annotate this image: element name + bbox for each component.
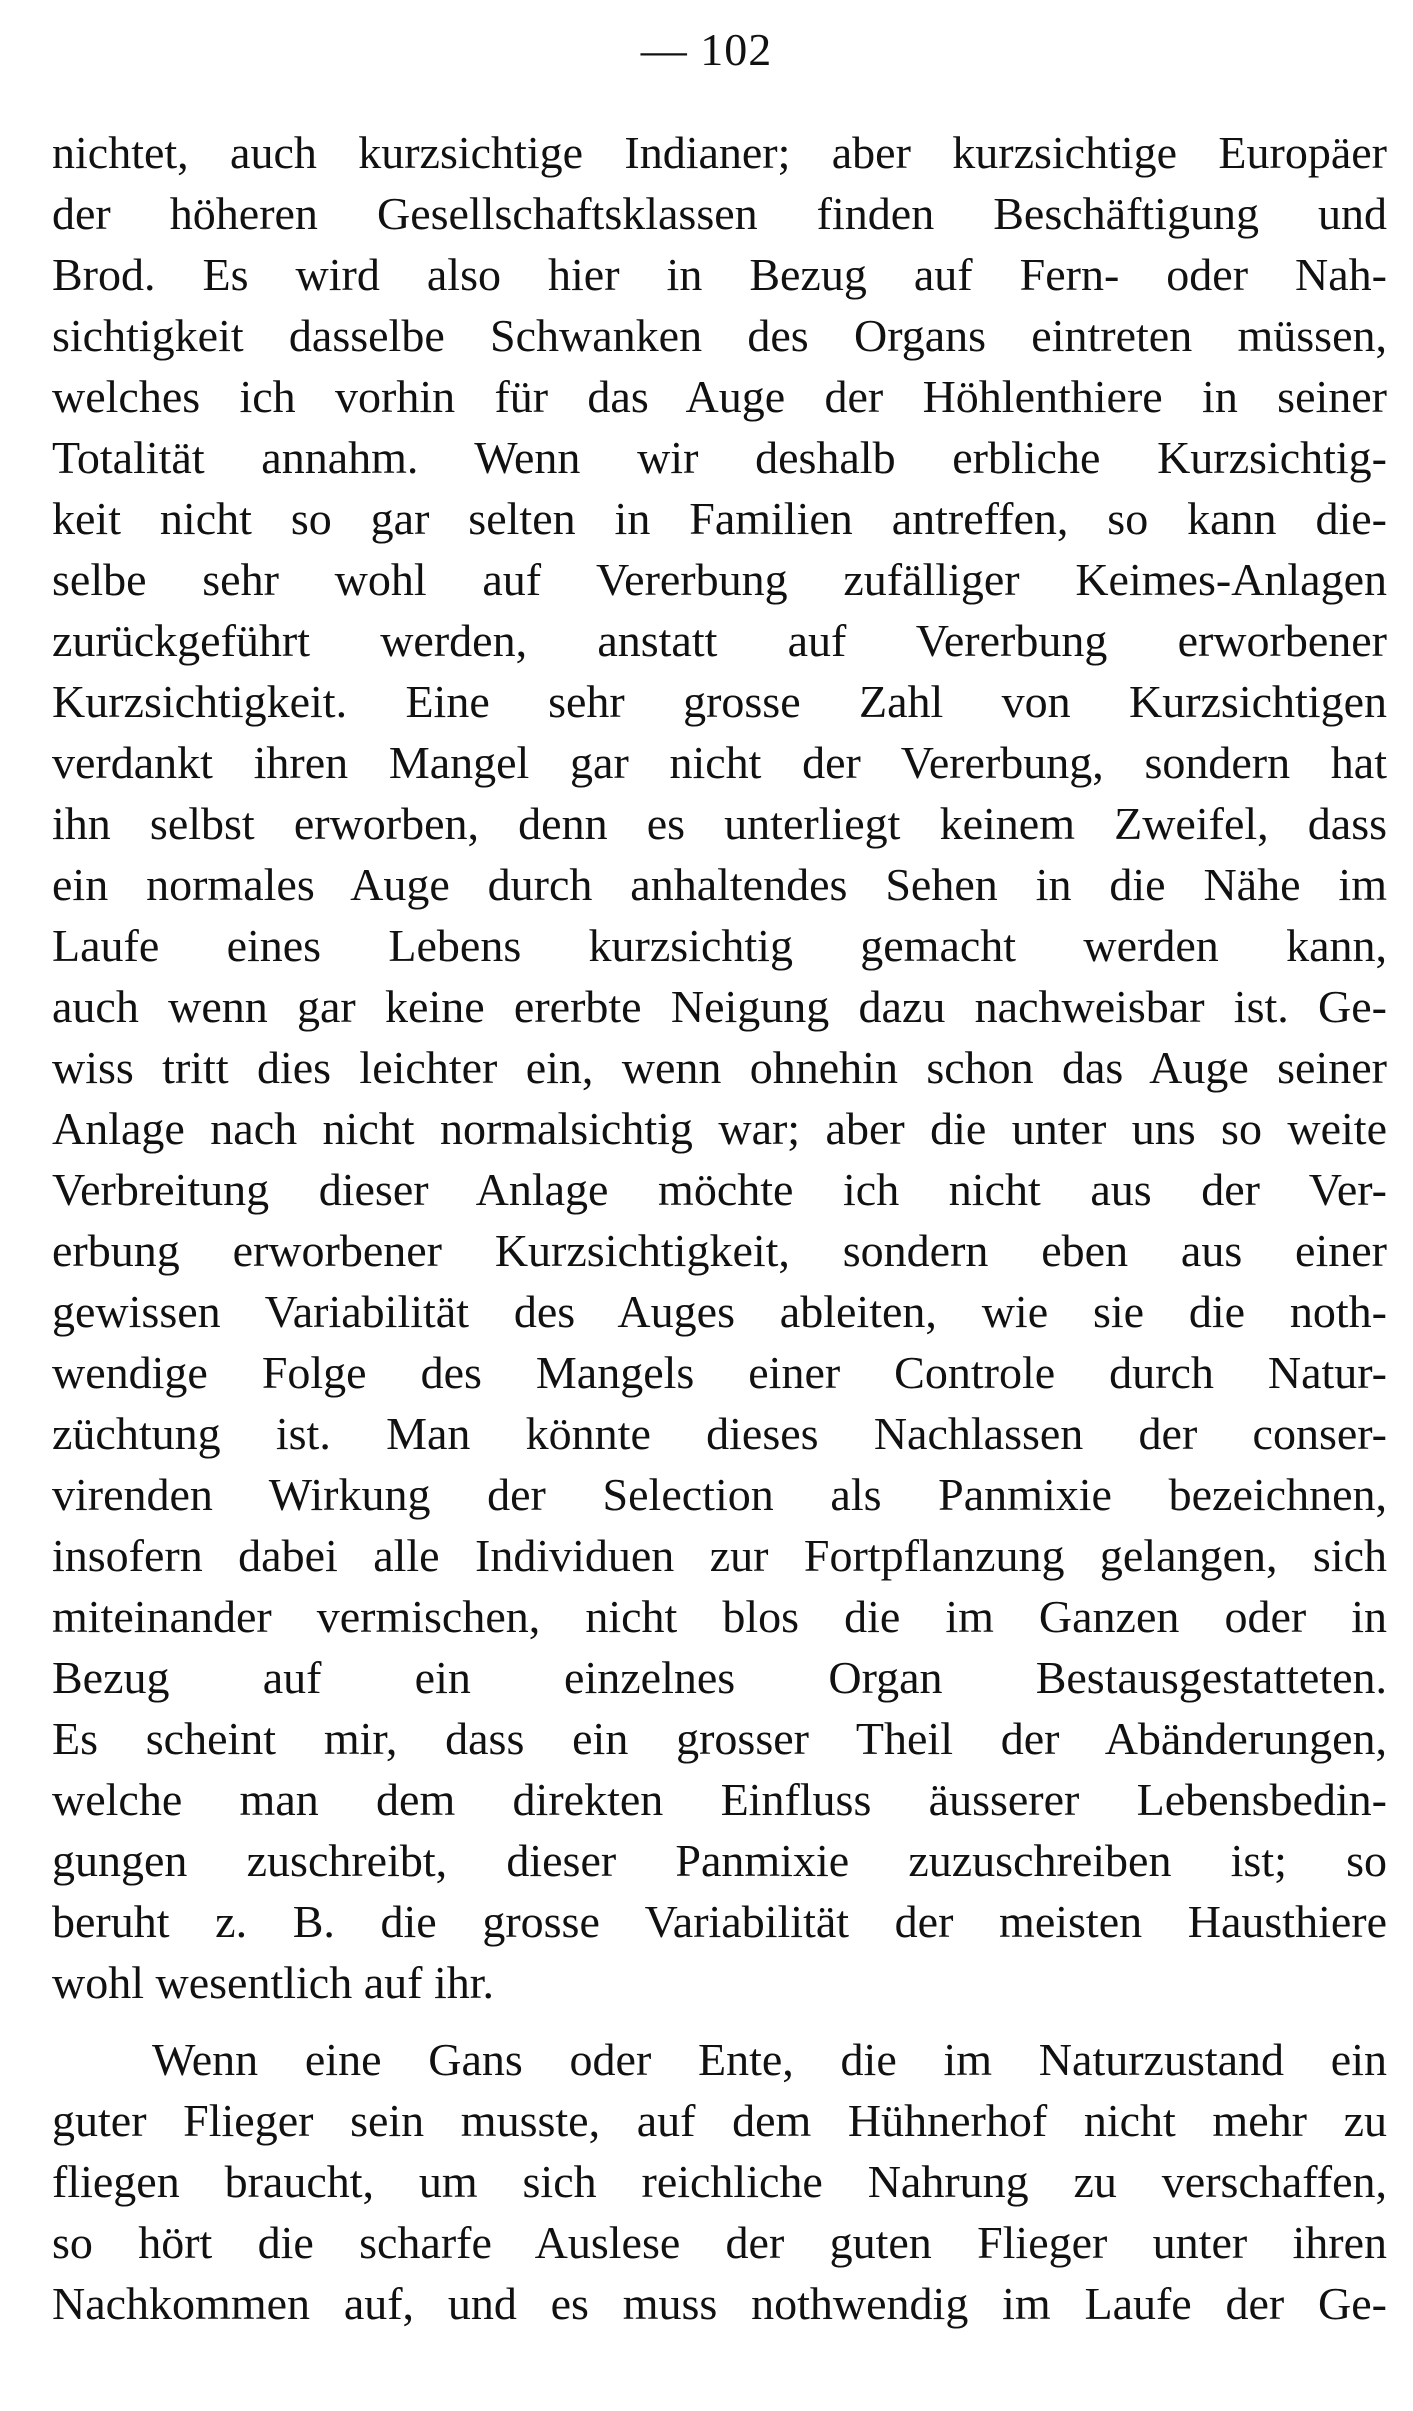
- text-line: Kurzsichtigkeit. Eine sehr grosse Zahl von Kurzsichtigen: [52, 676, 1387, 727]
- text-line: verdankt ihren Mangel gar nicht der Vererbung, sondern hat: [52, 737, 1387, 788]
- paragraph-gap: [52, 2013, 1387, 2029]
- text-line: Totalität annahm. Wenn wir deshalb erbliche Kurzsichtig-: [52, 432, 1387, 483]
- text-line: Verbreitung dieser Anlage möchte ich nicht aus der Ver-: [52, 1164, 1387, 1215]
- text-line: Laufe eines Lebens kurzsichtig gemacht werden kann,: [52, 920, 1387, 971]
- text-line: erbung erworbener Kurzsichtigkeit, sondern eben aus einer: [52, 1225, 1387, 1276]
- text-line: guter Flieger sein musste, auf dem Hühnerhof nicht mehr zu: [52, 2095, 1387, 2146]
- text-line: gungen zuschreibt, dieser Panmixie zuzuschreiben ist; so: [52, 1835, 1387, 1886]
- text-line: insofern dabei alle Individuen zur Fortpflanzung gelangen, sich: [52, 1530, 1387, 1581]
- text-line: wohl wesentlich auf ihr.: [52, 1957, 495, 2008]
- text-line: Es scheint mir, dass ein grosser Theil der Abänderungen,: [52, 1713, 1387, 1764]
- page-body: [52, 122, 1387, 2334]
- text-line: keit nicht so gar selten in Familien antreffen, so kann die-: [52, 493, 1387, 544]
- paragraph: [52, 2029, 1387, 2334]
- text-line: fliegen braucht, um sich reichliche Nahrung zu verschaffen,: [52, 2156, 1387, 2207]
- text-line: wendige Folge des Mangels einer Controle durch Natur-: [52, 1347, 1387, 1398]
- paragraph: [52, 122, 1387, 2013]
- text-line: Wenn eine Gans oder Ente, die im Naturzustand ein: [152, 2034, 1387, 2085]
- text-line: Bezug auf ein einzelnes Organ Bestausgestatteten.: [52, 1652, 1387, 1703]
- text-line: wiss tritt dies leichter ein, wenn ohnehin schon das Auge seiner: [52, 1042, 1387, 1093]
- text-line: Anlage nach nicht normalsichtig war; aber die unter uns so weite: [52, 1103, 1387, 1154]
- text-line: virenden Wirkung der Selection als Panmixie bezeichnen,: [52, 1469, 1387, 1520]
- text-line: welches ich vorhin für das Auge der Höhlenthiere in seiner: [52, 371, 1387, 422]
- page-number: — 102: [640, 24, 773, 75]
- text-line: ein normales Auge durch anhaltendes Sehen in die Nähe im: [52, 859, 1387, 910]
- text-line: selbe sehr wohl auf Vererbung zufälliger Keimes-Anlagen: [52, 554, 1387, 605]
- text-line: welche man dem direkten Einfluss äusserer Lebensbedin-: [52, 1774, 1387, 1825]
- text-line: nichtet, auch kurzsichtige Indianer; aber kurzsichtige Europäer: [52, 127, 1387, 178]
- text-line: der höheren Gesellschaftsklassen finden Beschäftigung und: [52, 188, 1387, 239]
- text-line: Brod. Es wird also hier in Bezug auf Fern- oder Nah-: [52, 249, 1387, 300]
- text-line: beruht z. B. die grosse Variabilität der meisten Hausthiere: [52, 1896, 1387, 1947]
- text-line: züchtung ist. Man könnte dieses Nachlassen der conser-: [52, 1408, 1387, 1459]
- text-line: so hört die scharfe Auslese der guten Flieger unter ihren: [52, 2217, 1387, 2268]
- text-line: miteinander vermischen, nicht blos die im Ganzen oder in: [52, 1591, 1387, 1642]
- text-line: sichtigkeit dasselbe Schwanken des Organs eintreten müssen,: [52, 310, 1387, 361]
- text-line: gewissen Variabilität des Auges ableiten, wie sie die noth-: [52, 1286, 1387, 1337]
- text-line: auch wenn gar keine ererbte Neigung dazu nachweisbar ist. Ge-: [52, 981, 1387, 1032]
- text-line: zurückgeführt werden, anstatt auf Vererbung erworbener: [52, 615, 1387, 666]
- text-line: ihn selbst erworben, denn es unterliegt keinem Zweifel, dass: [52, 798, 1387, 849]
- text-line: Nachkommen auf, und es muss nothwendig im Laufe der Ge-: [52, 2278, 1387, 2329]
